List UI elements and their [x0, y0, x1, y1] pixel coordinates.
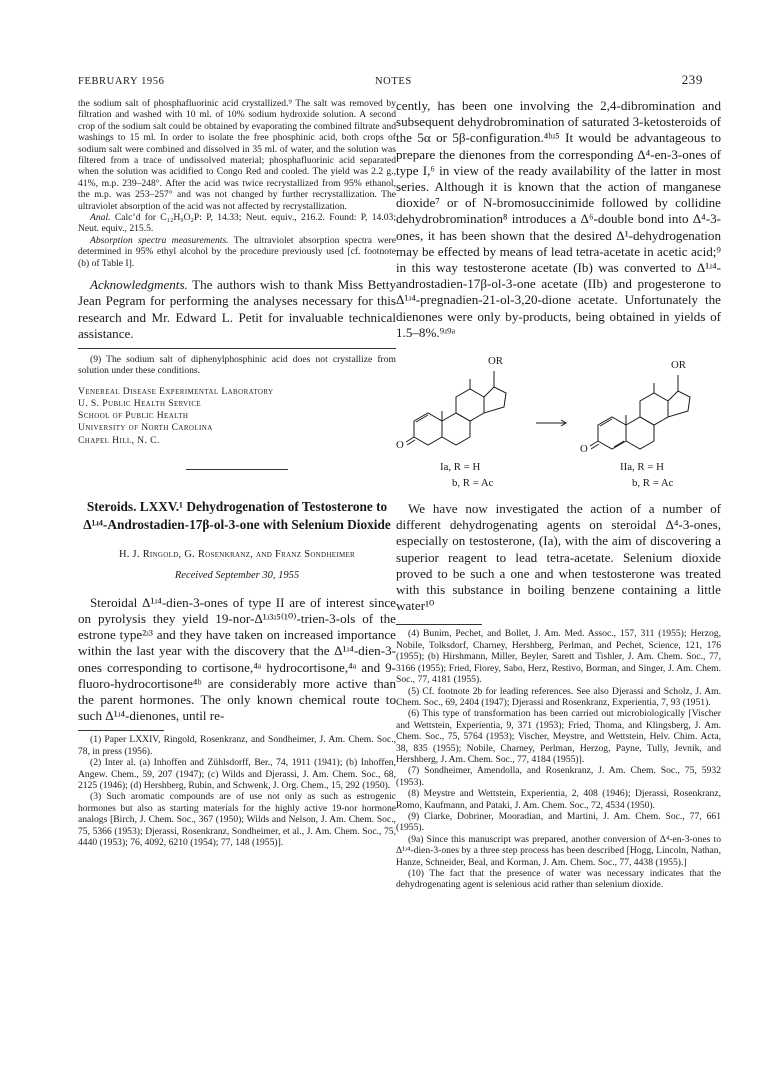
right-column: [396, 98, 721, 891]
compound-label-ib: b, R = Ac: [452, 477, 494, 490]
selenium-dioxide-paragraph: We have now investigated the action of a number of different dehydrogenating agents on steroidal Δ⁴-3-ones, especially on testosterone, (Ia), with the aim of discovering a superior reagent to lead tetra-acetate. Selenium dioxide proved to be such a one and when testosterone was treated with this substance in boiling benzene containing a little water¹⁰: [396, 501, 721, 614]
left-column: [78, 98, 396, 848]
acknowledgments-text: The authors wish to thank Miss Betty Jean Pegram for performing the analyses necessary for this research and Mr. Edward L. Petit for invaluable technical assistance.: [78, 277, 396, 341]
affiliation-line: Venereal Disease Experimental Laboratory: [78, 385, 274, 397]
compound-label-iib: b, R = Ac: [632, 477, 674, 490]
affiliation-line: Chapel Hill, N. C.: [78, 434, 160, 446]
article-authors: H. J. Ringold, G. Rosenkranz, and Franz Sondheimer: [118, 548, 356, 560]
running-head-date: FEBRUARY 1956: [78, 76, 165, 87]
footnote-divider: [78, 348, 396, 349]
affiliation-block: [78, 386, 396, 447]
dienone-structure: [590, 375, 690, 449]
carbonyl-o-right: O: [580, 443, 588, 456]
substituent-or-right: OR: [671, 359, 686, 372]
substituent-or-left: OR: [488, 355, 503, 368]
footnote-4: (4) Bunim, Pechet, and Bollet, J. Am. Med. Assoc., 157, 311 (1955); Herzog, Nobile, Tolksdorf, Charney, Hershberg, Perlman, and Pechet, Science, 121, 176 (1955); (b) Hirshmann, Miller, Beyler, Sarett and Tishler, J. Am. Chem. Soc., 77, 3166 (1955); Fried, Florey, Sabo, Herz, Restivo, Borman, and Singer, J. Am. Chem. Soc., 77, 4181 (1955).: [396, 628, 721, 686]
affiliation-line: University of North Carolina: [78, 422, 213, 434]
footnote-rule: [78, 730, 164, 731]
experimental-paragraph: the sodium salt of phosphafluorinic acid crystallized.⁹ The salt was removed by filtration and washed with 10 ml. of 10% sodium hydroxide solution. A second crop of the sodium salt could be obtained by evaporating the combined filtrate and washings to 15 ml. In order to isolate the free phosphinic acid, both crops of sodium salt were combined and dissolved in 35 ml. of water, and the solution was filtered from a trace of undissolved material; phosphafluorinic acid separated when the solution was acidified to Congo Red and cooled. The yield was 2.2 g., 41%, m.p. 239–248°. After the acid was twice recrystallized from 95% ethanol, the m.p. was 253–257° and was not changed by further recrystallization. The ultraviolet absorption of the acid was not affected by recrystallization.: [78, 98, 396, 212]
running-head-section: NOTES: [375, 76, 412, 87]
affiliation-line: U. S. Public Health Service: [78, 397, 202, 409]
acknowledgments-label: Acknowledgments.: [90, 277, 188, 293]
absorption-paragraph: [78, 235, 396, 269]
dehydrogenation-paragraph: cently, has been one involving the 2,4-dibromination and subsequent dehydrobromination of saturated 3-ketosteroids of the 5α or 5β-configuration.⁴ᵇʴ⁵ It would be advantageous to prepare the dienones from the corresponding Δ⁴-en-3-ones of type I,⁶ in view of the ready availability of the latter in most series. Although it is known that the action of manganese dioxide⁷ or of N-bromosuccinimide followed by collidine dehydrobromination⁸ introduces a Δ⁶-double bond into Δ⁴-3-ones, it has been shown that the desired Δ¹-dehydrogenation may be effected by means of lead tetra-acetate in acetic acid;⁹ in this way testosterone acetate (Ib) was converted to Δ¹ʴ⁴-androstadien-17β-ol-3-one acetate (IIb) and progesterone to Δ¹ʴ⁴-pregnadien-21-ol-3,20-dione acetate. Unfortunately the dienones were only by-products, being obtained in yields of 1.5–8%.⁹ʴ⁹ᵃ: [396, 98, 721, 340]
left-footnotes: [78, 734, 396, 848]
acknowledgments-paragraph: [78, 277, 396, 342]
footnote-2: (2) Inter al. (a) Inhoffen and Zühlsdorff, Ber., 74, 1911 (1941); (b) Inhoffen, Angew. Chem., 59, 207 (1947); (c) Wilds and Djerassi, J. Am. Chem. Soc., 68, 2125 (1946); (d) Hershberg, Rubin, and Schwenk, J. Org. Chem., 15, 292 (1950).: [78, 757, 396, 791]
footnote-8: (8) Meystre and Wettstein, Experientia, 2, 408 (1946); Djerassi, Rosenkranz, Romo, Kaufmann, and Pataki, J. Am. Chem. Soc., 72, 4534 (1950).: [396, 788, 721, 811]
footnote-3: (3) Such aromatic compounds are of use not only as such as estrogenic hormones but also as starting materials for the highly active 19-nor hormone analogs [Birch, J. Chem. Soc., 367 (1950); Wilds and Nelson, J. Am. Chem. Soc., 75, 5366 (1953); Djerassi, Rosenkranz, Sondheimer, et al., J. Am. Chem. Soc., 75, 4440 (1953); 76, 4092, 6210 (1954); 77, 148 (1955)].: [78, 791, 396, 849]
affiliation-line: School of Public Health: [78, 410, 189, 422]
introduction-paragraph: Steroidal Δ¹ʴ⁴-dien-3-ones of type II are of interest since on pyrolysis they yield 19-nor-Δ¹ʴ³ʴ⁵⁽¹⁰⁾-trien-3-ols of the estrone type²ʴ³ and they have taken on increased importance within the last year with the discovery that the Δ¹ʴ⁴-dien-3-ones corresponding to cortisone,⁴ᵃ hydrocortisone,⁴ᵃ and 9-fluoro-hydrocortisone⁴ᵇ are considerably more active than the parent hormones. The only known chemical route to such Δ¹ʴ⁴-dienones, until re-: [78, 594, 396, 724]
compound-label-ia: Ia, R = H: [440, 461, 481, 474]
analysis-paragraph: [78, 212, 396, 235]
footnote-5: (5) Cf. footnote 2b for leading references. See also Djerassi and Scholz, J. Am. Chem. Soc., 69, 2404 (1947); Djerassi and Rosenkranz, Experientia, 7, 93 (1951).: [396, 685, 721, 708]
footnote-9: (9) Clarke, Dobriner, Mooradian, and Martini, J. Am. Chem. Soc., 77, 661 (1955).: [396, 810, 721, 834]
footnote-10: (10) The fact that the presence of water was necessary indicates that the dehydrogenating agent is selenious acid rather than selenium dioxide.: [396, 868, 721, 891]
analysis-text: Calc’d for C₁₂H₉O₂P: P, 14.33; Neut. equiv., 216.2. Found: P, 14.03; Neut. equiv., 215.5.: [78, 212, 396, 235]
footnote-9: (9) The sodium salt of diphenylphosphinic acid does not crystallize from solution under these conditions.: [78, 353, 396, 377]
received-date: Received September 30, 1955: [174, 569, 300, 581]
page-number: 239: [681, 72, 703, 87]
footnote-rule: [396, 624, 482, 625]
absorption-label: Absorption spectra measurements.: [90, 234, 229, 246]
article-title: Steroids. LXXV.¹ Dehydrogenation of Testosterone to Δ¹ʴ⁴-Androstadien-17β-ol-3-one with Selenium Dioxide: [83, 498, 391, 533]
carbonyl-o-left: O: [396, 439, 404, 452]
footnote-6: (6) This type of transformation has been carried out microbiologically [Vischer and Wettstein, Experientia, 9, 371 (1953); Fried, Thoma, and Klingsberg, J. Am. Chem. Soc., 75, 5764 (1953); Vischer, Meystre, and Wettstein, Helv. Chim. Acta, 38, 835 (1955); Nobile, Charney, Perlman, Herzog, Payne, Tully, Jevnik, and Hershberg, J. Am. Chem. Soc., 77, 4184 (1955)].: [396, 708, 721, 765]
right-footnotes: [396, 628, 721, 890]
compound-label-iia: IIa, R = H: [620, 461, 664, 474]
footnote-9a: (9a) Since this manuscript was prepared, another conversion of Δ⁴-en-3-ones to Δ¹ʴ⁴-dien-3-ones by a three step process has been described [Hogg, Lincoln, Nathan, Hanze, Schneider, Beal, and Korman, J. Am. Chem. Soc., 77, 4438 (1955).]: [396, 833, 721, 868]
analysis-label: Anal.: [90, 212, 111, 224]
footnote-1: (1) Paper LXXIV, Ringold, Rosenkranz, and Sondheimer, J. Am. Chem. Soc., 78, in press (1956).: [78, 734, 396, 757]
absorption-text: The ultraviolet absorption spectra were determined in 95% ethyl alcohol by the procedure previously used [cf. footnote (b) of Table I].: [78, 234, 396, 269]
testosterone-structure: [406, 371, 506, 445]
reaction-scheme: [396, 341, 721, 501]
footnote-7: (7) Sondheimer, Amendolla, and Rosenkranz, J. Am. Chem. Soc., 75, 5932 (1953).: [396, 765, 721, 788]
article-divider: [186, 469, 288, 470]
